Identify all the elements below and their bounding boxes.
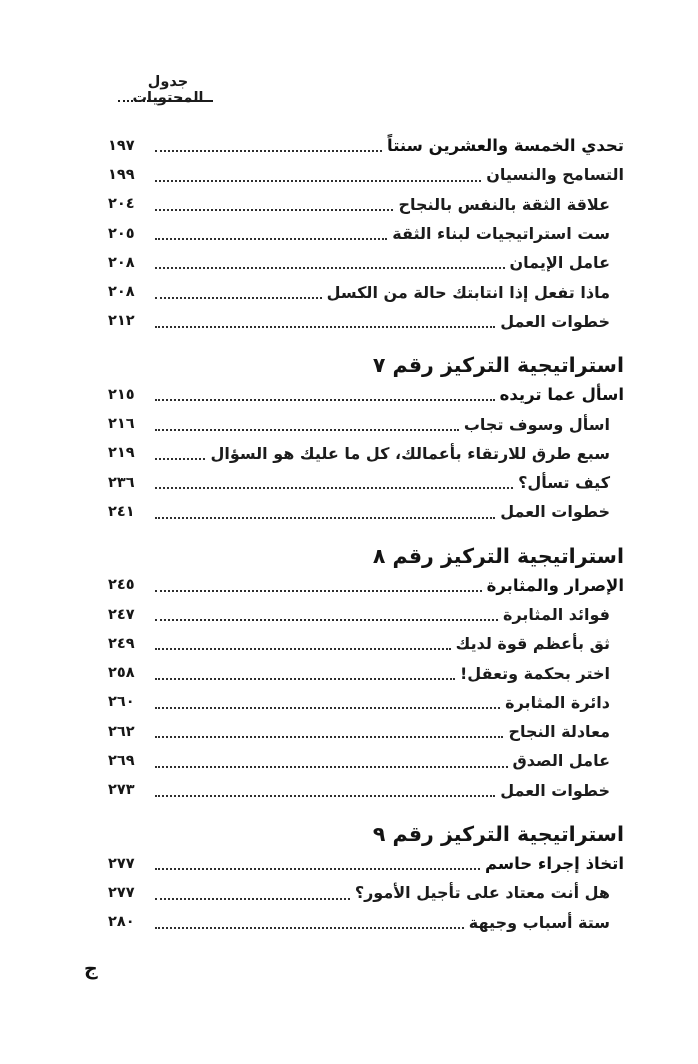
- toc-entry: [108, 160, 624, 189]
- toc: [108, 131, 624, 937]
- toc-entry: [108, 380, 624, 409]
- toc-entry: [108, 439, 624, 468]
- toc-entry-page: ٢٦٠: [108, 694, 135, 711]
- dotted-leader: [155, 707, 500, 709]
- toc-entry-page: ٢٤٩: [108, 635, 135, 652]
- dotted-leader: [155, 267, 505, 269]
- toc-entry: [108, 468, 624, 497]
- toc-entry: [108, 878, 624, 907]
- toc-entry: [108, 717, 624, 746]
- toc-entry: [108, 776, 624, 805]
- dotted-leader: [155, 517, 495, 519]
- section-heading: استراتيجية التركيز رقم ٩: [372, 821, 624, 846]
- toc-entry-page: ٢٨٠: [108, 914, 135, 931]
- toc-entry: [108, 688, 624, 717]
- dotted-leader: [155, 648, 451, 650]
- toc-entry-title: تحدي الخمسة والعشرين سنتاً: [387, 136, 624, 156]
- running-head-underline-dash: [118, 100, 149, 102]
- toc-entry: [108, 248, 624, 277]
- toc-entry-page: ٢٦٩: [108, 752, 135, 769]
- dotted-leader: [155, 458, 205, 460]
- toc-entry-title: اتخاذ إجراء حاسم: [484, 854, 624, 874]
- running-head-title: جدول المحتويات: [132, 74, 204, 106]
- dotted-leader: [155, 868, 480, 870]
- toc-entry-page: ٢١٥: [108, 386, 135, 403]
- toc-entry: [108, 219, 624, 248]
- section-heading: استراتيجية التركيز رقم ٨: [372, 543, 624, 568]
- section-heading: استراتيجية التركيز رقم ٧: [372, 353, 624, 378]
- dotted-leader: [155, 927, 464, 929]
- toc-entry-page: ٢٠٤: [108, 196, 135, 213]
- dotted-leader: [155, 736, 503, 738]
- toc-entry-title: دائرة المثابرة: [505, 692, 610, 712]
- dotted-leader: [155, 429, 459, 431]
- toc-entry-title: عامل الإيمان: [509, 253, 610, 273]
- toc-entry: [108, 497, 624, 526]
- toc-entry-page: ٢٥٨: [108, 665, 135, 682]
- folio-letter: ج: [84, 958, 98, 980]
- toc-entry: [108, 307, 624, 336]
- toc-entry-title: ستة أسباب وجيهة: [468, 912, 610, 932]
- toc-entry: [108, 849, 624, 878]
- toc-entry-page: ٢٤٧: [108, 606, 135, 623]
- toc-entry-title: خطوات العمل: [500, 780, 610, 800]
- toc-entry-title: اختر بحكمة وتعقل!: [460, 663, 610, 683]
- toc-entry: [108, 629, 624, 658]
- toc-entry-title: معادلة النجاح: [508, 722, 610, 742]
- toc-entry: [108, 409, 624, 438]
- toc-entry-page: ٢١٩: [108, 445, 135, 462]
- toc-entry: [108, 746, 624, 775]
- dotted-leader: [155, 487, 513, 489]
- toc-entry-title: علاقة الثقة بالنفس بالنجاح: [398, 194, 610, 214]
- toc-entry: [108, 190, 624, 219]
- dotted-leader: [155, 766, 508, 768]
- dotted-leader: [155, 150, 382, 152]
- toc-entry-page: ٢١٢: [108, 313, 135, 330]
- toc-entry-page: ٢٧٧: [108, 855, 135, 872]
- dotted-leader: [155, 180, 481, 182]
- dotted-leader: [155, 590, 482, 592]
- toc-entry-title: خطوات العمل: [500, 311, 610, 331]
- toc-entry-title: هل أنت معتاد على تأجيل الأمور؟: [354, 883, 610, 903]
- dotted-leader: [155, 678, 455, 680]
- toc-entry: [108, 658, 624, 687]
- toc-entry: [108, 571, 624, 600]
- dotted-leader: [155, 795, 495, 797]
- toc-entry-page: ٢٠٨: [108, 254, 135, 271]
- toc-entry-page: ١٩٩: [108, 166, 135, 183]
- toc-entry-page: ٢٦٢: [108, 723, 135, 740]
- toc-entry-page: ٢٣٦: [108, 474, 135, 491]
- toc-entry-page: ٢١٦: [108, 416, 135, 433]
- dotted-leader: [155, 619, 498, 621]
- dotted-leader: [155, 399, 495, 401]
- toc-entry-page: ٢٤١: [108, 503, 135, 520]
- toc-entry-title: خطوات العمل: [500, 502, 610, 522]
- toc-entry-title: ثق بأعظم قوة لديك: [455, 634, 610, 654]
- toc-entry-title: ست استراتيجيات لبناء الثقة: [392, 224, 610, 244]
- dotted-leader: [155, 326, 495, 328]
- dotted-leader: [155, 898, 350, 900]
- toc-entry: [108, 131, 624, 160]
- toc-entry-title: التسامح والنسيان: [486, 165, 624, 185]
- toc-entry-page: ٢٠٨: [108, 284, 135, 301]
- toc-entry-page: ٢٧٣: [108, 782, 135, 799]
- toc-entry-page: ٢٠٥: [108, 225, 135, 242]
- toc-entry-page: ٢٧٧: [108, 884, 135, 901]
- running-head-underline: [147, 100, 213, 102]
- toc-entry: [108, 600, 624, 629]
- toc-entry-title: ماذا تفعل إذا انتابتك حالة من الكسل: [326, 282, 610, 302]
- toc-entry-title: سبع طرق للارتقاء بأعمالك، كل ما عليك هو السؤال: [210, 443, 610, 463]
- toc-entry-title: عامل الصدق: [512, 751, 610, 771]
- toc-entry: [108, 277, 624, 306]
- toc-entry-title: الإصرار والمثابرة: [486, 575, 624, 595]
- toc-entry-title: فوائد المثابرة: [503, 605, 610, 624]
- dotted-leader: [155, 238, 387, 240]
- toc-entry-title: كيف تسأل؟: [518, 473, 610, 493]
- dotted-leader: [155, 297, 322, 299]
- toc-entry: [108, 908, 624, 937]
- dotted-leader: [155, 209, 393, 211]
- toc-entry-title: اسأل عما تريده: [499, 385, 624, 405]
- toc-entry-title: اسأل وسوف تجاب: [463, 414, 610, 434]
- toc-entry-page: ١٩٧: [108, 137, 135, 154]
- toc-entry-page: ٢٤٥: [108, 577, 135, 594]
